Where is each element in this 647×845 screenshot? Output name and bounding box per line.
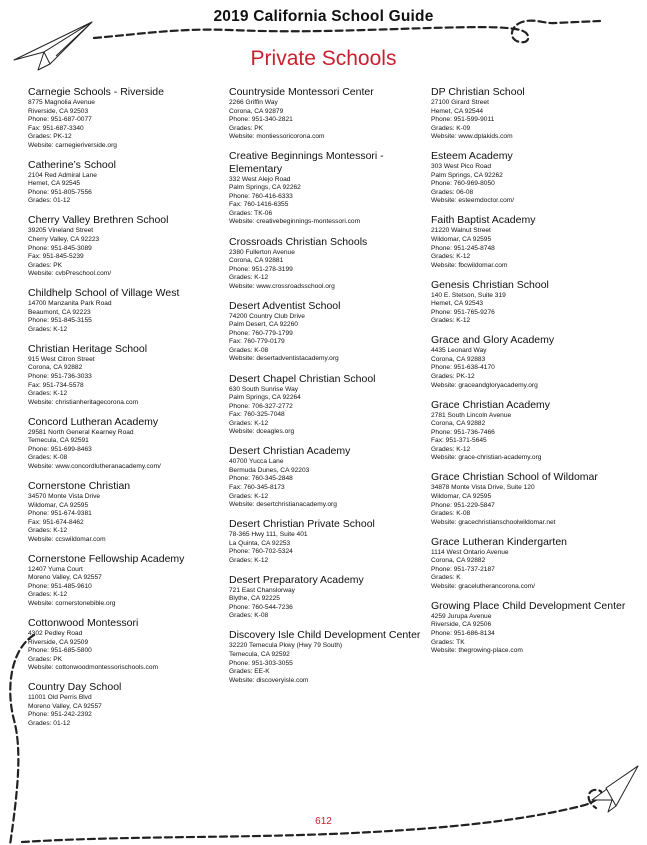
school-entry — [431, 334, 636, 390]
school-entry — [28, 86, 233, 150]
school-detail-line: Phone: 706-327-2772 — [229, 402, 293, 410]
school-detail-line: Phone: 951-686-8134 — [431, 629, 495, 637]
school-name: Desert Christian Private School — [229, 518, 375, 531]
school-detail-line: 27100 Girard Street — [431, 99, 489, 106]
school-detail-line: Grades: TK — [431, 638, 465, 646]
school-column-2 — [229, 86, 434, 694]
school-detail-line: Grades: K-12 — [28, 390, 68, 398]
school-detail-line: Phone: 951-845-3155 — [28, 317, 92, 325]
school-website: Website: gracechristianschoolwildomar.net — [431, 518, 556, 526]
school-detail-line: Corona, CA 92879 — [229, 107, 284, 115]
school-website: Website: christianheritagecorona.com — [28, 398, 139, 406]
school-detail-line: Grades: K-12 — [28, 325, 68, 333]
school-name: Catherine’s School — [28, 158, 116, 171]
school-detail-line: Riverside, CA 92506 — [431, 621, 492, 629]
school-website: Website: carnegieriverside.org — [28, 141, 117, 149]
school-entry — [229, 518, 434, 565]
school-detail-line: Fax: 760-345-8173 — [229, 483, 285, 491]
school-website: Website: desertadventistacademy.org — [229, 355, 339, 363]
school-detail-line: Phone: 951-674-9381 — [28, 510, 92, 518]
school-detail-line: Phone: 760-544-7236 — [229, 603, 293, 611]
school-detail-line: Palm Springs, CA 92262 — [431, 171, 503, 179]
school-name: Esteem Academy — [431, 150, 513, 163]
school-name: Countryside Montessori Center — [229, 86, 374, 98]
school-website: Website: cottonwoodmontessorischools.com — [28, 664, 158, 672]
school-detail-line: Phone: 951-736-3033 — [28, 373, 92, 381]
school-column-3 — [431, 86, 636, 664]
school-detail-line: Grades: PK — [229, 124, 264, 132]
school-entry — [229, 236, 434, 292]
school-detail-line: Corona, CA 92881 — [229, 257, 284, 265]
school-detail-line: Riverside, CA 92503 — [28, 107, 89, 115]
school-detail-line: Moreno Valley, CA 92557 — [28, 702, 102, 710]
school-entry — [431, 536, 636, 592]
school-detail-line: Wildomar, CA 92595 — [28, 501, 89, 509]
school-detail-line: Fax: 760-1416-6355 — [229, 201, 289, 209]
school-entry — [28, 416, 233, 472]
school-detail-line: 4302 Pedley Road — [28, 629, 83, 637]
school-detail-line: Wildomar, CA 92595 — [431, 236, 492, 244]
school-detail-line: Temecula, CA 92592 — [229, 651, 290, 659]
school-detail-line: 630 South Sunrise Way — [229, 385, 299, 393]
school-detail-line: Wildomar, CA 92595 — [431, 492, 492, 500]
school-column-1 — [28, 86, 233, 737]
school-detail-line: Grades: K-12 — [229, 556, 269, 564]
school-name: Desert Chapel Christian School — [229, 372, 376, 385]
school-detail-line: Hemet, CA 92544 — [431, 107, 484, 115]
school-detail-line: 40700 Yucca Lane — [229, 458, 284, 466]
school-detail-line: Fax: 951-674-8462 — [28, 518, 84, 526]
guide-title: 2019 California School Guide — [213, 8, 434, 25]
school-entry — [431, 279, 636, 326]
school-detail-line: Fax: 951-371-5645 — [431, 437, 487, 445]
school-website: Website: cornerstonebible.org — [28, 599, 116, 607]
school-name: Country Day School — [28, 681, 122, 694]
school-detail-line: Grades: K-12 — [229, 419, 269, 427]
school-name: Cottonwood Montessori — [28, 616, 139, 629]
school-detail-line: Grades: K-12 — [28, 591, 68, 599]
school-detail-line: Phone: 951-687-0077 — [28, 116, 92, 124]
school-detail-line: Grades: TK-06 — [229, 209, 273, 217]
school-detail-line: Phone: 951-685-5800 — [28, 647, 92, 655]
school-entry — [28, 480, 233, 544]
school-website: Website: cvbPreschool.com/ — [28, 270, 112, 278]
school-entry — [229, 629, 434, 685]
school-detail-line: Grades: PK-12 — [431, 373, 475, 381]
school-detail-line: Grades: K-09 — [431, 124, 471, 132]
school-website: Website: thegrowing-place.com — [431, 647, 523, 655]
section-title: Private Schools — [250, 47, 397, 70]
school-website: Website: gracelutherancorona.com/ — [431, 582, 535, 590]
school-website: Website: grace-christian-academy.org — [431, 454, 542, 462]
school-entry — [229, 373, 434, 437]
school-name: Faith Baptist Academy — [431, 214, 536, 227]
school-name: DP Christian School — [431, 86, 525, 98]
school-entry — [229, 574, 434, 621]
school-detail-line: Grades: PK-12 — [28, 133, 72, 141]
school-name: Childhelp School of Village West — [28, 287, 180, 300]
school-detail-line: Fax: 760-325-7048 — [229, 411, 285, 419]
school-detail-line: Grades: K-12 — [431, 445, 471, 453]
school-detail-line: 14700 Manzanita Park Road — [28, 300, 112, 308]
school-entry — [431, 399, 636, 463]
school-detail-line: Phone: 951-485-9610 — [28, 582, 92, 590]
school-detail-line: Phone: 951-340-2821 — [229, 116, 293, 124]
school-detail-line: Blythe, CA 92225 — [229, 595, 280, 603]
page-number: 612 — [315, 816, 332, 827]
school-detail-line: Fax: 951-687-3340 — [28, 124, 84, 132]
school-website: Website: graceandgloryacademy.org — [431, 381, 538, 389]
school-detail-line: Phone: 760-416-6333 — [229, 192, 293, 200]
school-detail-line: Fax: 760-779-0179 — [229, 338, 285, 346]
school-detail-line: Fax: 951-734-5578 — [28, 381, 84, 389]
school-entry — [28, 681, 233, 728]
school-detail-line: Grades: EE-K — [229, 668, 270, 676]
school-website: Website: montiessoricorona.com — [229, 133, 325, 141]
school-entry — [28, 553, 233, 609]
school-name: Cornerstone Christian — [28, 479, 131, 492]
school-name: Discovery Isle Child Development Center — [229, 629, 421, 642]
school-detail-line: 332 West Alejo Road — [229, 175, 291, 183]
school-detail-line: Grades: K — [431, 574, 461, 582]
school-name: Desert Christian Academy — [229, 445, 351, 458]
school-detail-line: Phone: 951-638-4170 — [431, 364, 495, 372]
school-detail-line: Grades: 01-12 — [28, 197, 71, 205]
school-detail-line: Temecula, CA 92591 — [28, 437, 89, 445]
school-detail-line: Palm Springs, CA 92264 — [229, 394, 301, 402]
school-entry — [28, 343, 233, 407]
school-website: Website: desertchristianacademy.org — [229, 501, 337, 509]
school-detail-line: Phone: 951-303-3055 — [229, 659, 293, 667]
school-detail-line: Grades: 06-08 — [431, 188, 474, 196]
school-detail-line: 140 E. Stetson, Suite 319 — [431, 291, 506, 299]
school-detail-line: Grades: K-08 — [431, 510, 471, 518]
school-detail-line: Corona, CA 92882 — [431, 557, 486, 565]
school-detail-line: Grades: K-12 — [229, 274, 269, 282]
school-name: Cherry Valley Brethren School — [28, 214, 169, 227]
school-detail-line: Phone: 951-845-3089 — [28, 244, 92, 252]
school-detail-line: Corona, CA 92882 — [28, 364, 83, 372]
school-entry — [229, 300, 434, 364]
school-detail-line: Grades: K-12 — [431, 253, 471, 261]
school-name: Creative Beginnings Montessori - Elementary — [229, 150, 384, 175]
school-website: Website: creativebeginnings-montessori.com — [229, 218, 361, 226]
school-name: Desert Adventist School — [229, 299, 341, 312]
school-website: Website: dceagles.org — [229, 428, 295, 436]
school-detail-line: 21220 Walnut Street — [431, 227, 491, 235]
school-website: Website: www.concordlutheranacademy.com/ — [28, 462, 161, 470]
school-detail-line: Phone: 951-242-2392 — [28, 711, 92, 719]
school-detail-line: Palm Springs, CA 92262 — [229, 184, 301, 192]
school-detail-line: 1114 West Ontario Avenue — [431, 548, 509, 556]
school-detail-line: Phone: 951-699-8463 — [28, 445, 92, 453]
school-name: Genesis Christian School — [431, 278, 549, 291]
school-detail-line: Phone: 760-969-8050 — [431, 180, 495, 188]
school-detail-line: Phone: 760-702-5324 — [229, 548, 293, 556]
school-detail-line: Hemet, CA 92543 — [431, 300, 484, 308]
school-entry — [28, 617, 233, 673]
school-name: Desert Preparatory Academy — [229, 573, 364, 586]
school-detail-line: Grades: 01-12 — [28, 719, 71, 727]
school-detail-line: Phone: 760-779-1799 — [229, 329, 293, 337]
school-entry — [431, 86, 636, 142]
school-entry — [28, 214, 233, 278]
school-detail-line: Grades: PK — [28, 261, 63, 269]
school-detail-line: 721 East Chanslorway — [229, 586, 295, 594]
school-detail-line: 78-365 Hwy 111, Suite 401 — [229, 531, 308, 539]
school-detail-line: 12407 Yuma Court — [28, 565, 83, 573]
school-detail-line: 4259 Jurupa Avenue — [431, 612, 492, 620]
school-detail-line: Grades: PK — [28, 655, 63, 663]
school-name: Carnegie Schools - Riverside — [28, 86, 164, 98]
school-entry — [28, 159, 233, 206]
school-detail-line: Phone: 951-736-7466 — [431, 428, 495, 436]
school-entry — [229, 150, 434, 227]
school-name: Grace Christian Academy — [431, 398, 551, 411]
school-detail-line: Phone: 951-278-3199 — [229, 265, 293, 273]
school-entry — [431, 600, 636, 656]
school-entry — [229, 445, 434, 509]
school-detail-line: 32220 Temecula Pkwy (Hwy 79 South) — [229, 642, 343, 650]
school-detail-line: 34570 Monte Vista Drive — [28, 492, 101, 500]
school-website: Website: esteemdoctor.com/ — [431, 197, 515, 205]
school-detail-line: 2781 South Lincoln Avenue — [431, 411, 512, 419]
school-name: Grace and Glory Academy — [431, 334, 555, 347]
school-detail-line: Phone: 951-229-5847 — [431, 501, 495, 509]
school-detail-line: Corona, CA 92883 — [431, 355, 486, 363]
school-name: Christian Heritage School — [28, 342, 148, 355]
school-detail-line: Phone: 951-805-7556 — [28, 188, 92, 196]
school-detail-line: Corona, CA 92882 — [431, 420, 486, 428]
school-detail-line: Phone: 951-599-9011 — [431, 116, 495, 124]
school-detail-line: Grades: K-12 — [229, 492, 269, 500]
school-detail-line: Palm Desert, CA 92260 — [229, 321, 298, 329]
school-name: Cornerstone Fellowship Academy — [28, 552, 185, 565]
school-detail-line: 74200 Country Club Drive — [229, 312, 305, 320]
school-detail-line: La Quinta, CA 92253 — [229, 539, 291, 547]
school-detail-line: Hemet, CA 92545 — [28, 180, 81, 188]
school-detail-line: 11001 Old Perris Blvd — [28, 694, 92, 702]
school-website: Website: discoveryisle.com — [229, 676, 309, 684]
school-entry — [431, 471, 636, 527]
school-detail-line: 8775 Magnolia Avenue — [28, 99, 95, 106]
school-entry — [28, 287, 233, 334]
school-detail-line: 29581 North General Kearney Road — [28, 428, 134, 436]
school-detail-line: Phone: 760-345-2848 — [229, 475, 293, 483]
school-detail-line: Fax: 951-845-5239 — [28, 253, 84, 261]
school-website: Website: www.dplakids.com — [431, 133, 513, 141]
school-name: Grace Christian School of Wildomar — [431, 471, 598, 484]
school-detail-line: Beaumont, CA 92223 — [28, 308, 91, 316]
school-detail-line: 2104 Red Admiral Lane — [28, 171, 97, 179]
school-detail-line: Grades: K-08 — [28, 454, 68, 462]
school-detail-line: Phone: 951-737-2187 — [431, 565, 495, 573]
school-detail-line: Grades: K-08 — [229, 612, 269, 620]
school-detail-line: Bermuda Dunes, CA 92203 — [229, 466, 310, 474]
paper-plane-icon-bottom — [592, 766, 638, 812]
school-detail-line: 915 West Citron Street — [28, 355, 95, 363]
school-detail-line: 2266 Griffin Way — [229, 99, 278, 106]
school-detail-line: 34878 Monte Vista Drive, Suite 120 — [431, 484, 535, 492]
school-website: Website: www.crossroadsschool.org — [229, 282, 335, 290]
school-name: Growing Place Child Development Center — [431, 599, 626, 612]
school-website: Website: ccswildomar.com — [28, 535, 106, 543]
school-detail-line: Phone: 951-245-8748 — [431, 244, 495, 252]
school-detail-line: Grades: K-12 — [431, 317, 471, 325]
school-entry — [229, 86, 434, 142]
school-name: Grace Lutheran Kindergarten — [431, 535, 568, 548]
school-detail-line: 4435 Leonard Way — [431, 347, 487, 355]
school-detail-line: Cherry Valley, CA 92223 — [28, 236, 100, 244]
school-detail-line: Grades: K-08 — [229, 346, 269, 354]
school-name: Concord Lutheran Academy — [28, 415, 159, 428]
school-detail-line: Phone: 951-765-9276 — [431, 308, 495, 316]
school-entry — [431, 214, 636, 270]
school-website: Website: fbcwildomar.com — [431, 261, 508, 269]
school-name: Crossroads Christian Schools — [229, 235, 368, 248]
school-detail-line: Grades: K-12 — [28, 527, 68, 535]
school-detail-line: 303 West Pico Road — [431, 163, 491, 171]
school-entry — [431, 150, 636, 206]
school-detail-line: 39205 Vineland Street — [28, 227, 94, 235]
school-detail-line: Riverside, CA 92509 — [28, 638, 89, 646]
school-detail-line: 2380 Fullerton Avenue — [229, 248, 295, 256]
school-detail-line: Moreno Valley, CA 92557 — [28, 574, 102, 582]
